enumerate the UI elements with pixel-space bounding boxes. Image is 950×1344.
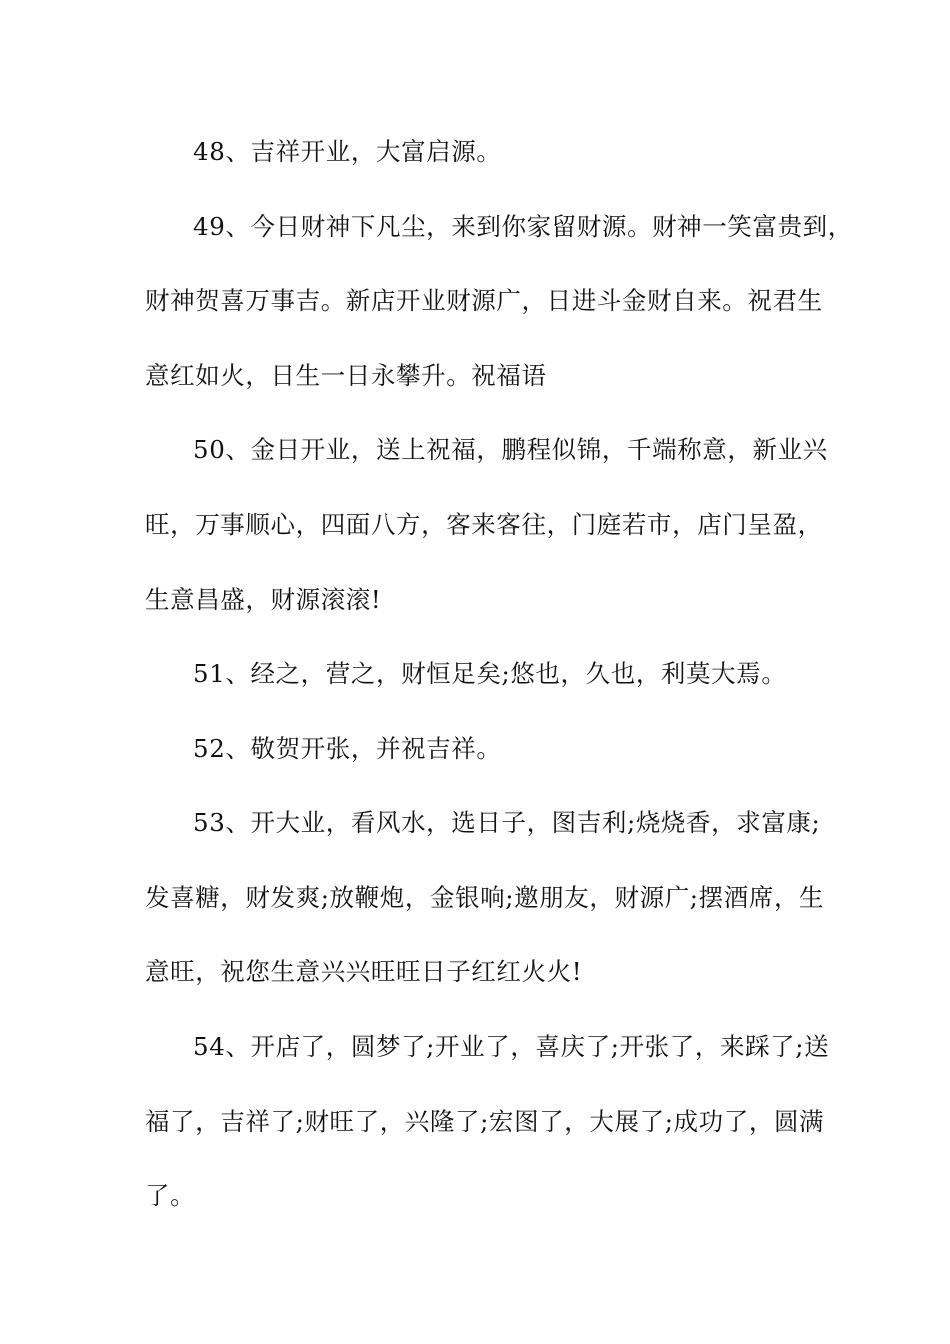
paragraph-49-line-3: 意红如火，日生一日永攀升。祝福语	[145, 361, 547, 390]
paragraph-49-line-2: 财神贺喜万事吉。新店开业财源广，日进斗金财自来。祝君生	[145, 286, 823, 315]
paragraph-54-line-2: 福了，吉祥了;财旺了，兴隆了;宏图了，大展了;成功了，圆满	[145, 1107, 825, 1136]
paragraph-50-line-2: 旺，万事顺心，四面八方，客来客往，门庭若市，店门呈盈，	[145, 510, 823, 539]
paragraph-51-line-1: 51、经之，营之，财恒足矣;悠也，久也，利莫大焉。	[193, 659, 787, 688]
paragraph-48-line-1: 48、吉祥开业，大富启源。	[193, 137, 502, 166]
paragraph-53-line-3: 意旺，祝您生意兴兴旺旺日子红红火火!	[145, 957, 583, 986]
paragraph-49-line-1: 49、今日财神下凡尘，来到你家留财源。财神一笑富贵到，	[193, 212, 853, 241]
paragraph-53-line-1: 53、开大业，看风水，选日子，图吉利;烧烧香，求富康;	[193, 808, 821, 837]
paragraph-53-line-2: 发喜糖，财发爽;放鞭炮，金银响;邀朋友，财源广;摆酒席，生	[145, 883, 825, 912]
paragraph-54-line-1: 54、开店了，圆梦了;开业了，喜庆了;开张了，来踩了;送	[193, 1032, 830, 1061]
paragraph-52-line-1: 52、敬贺开张，并祝吉祥。	[193, 734, 502, 763]
paragraph-54-line-3: 了。	[145, 1181, 196, 1210]
paragraph-50-line-3: 生意昌盛，财源滚滚!	[145, 585, 382, 614]
paragraph-50-line-1: 50、金日开业，送上祝福，鹏程似锦，千端称意，新业兴	[193, 435, 828, 464]
